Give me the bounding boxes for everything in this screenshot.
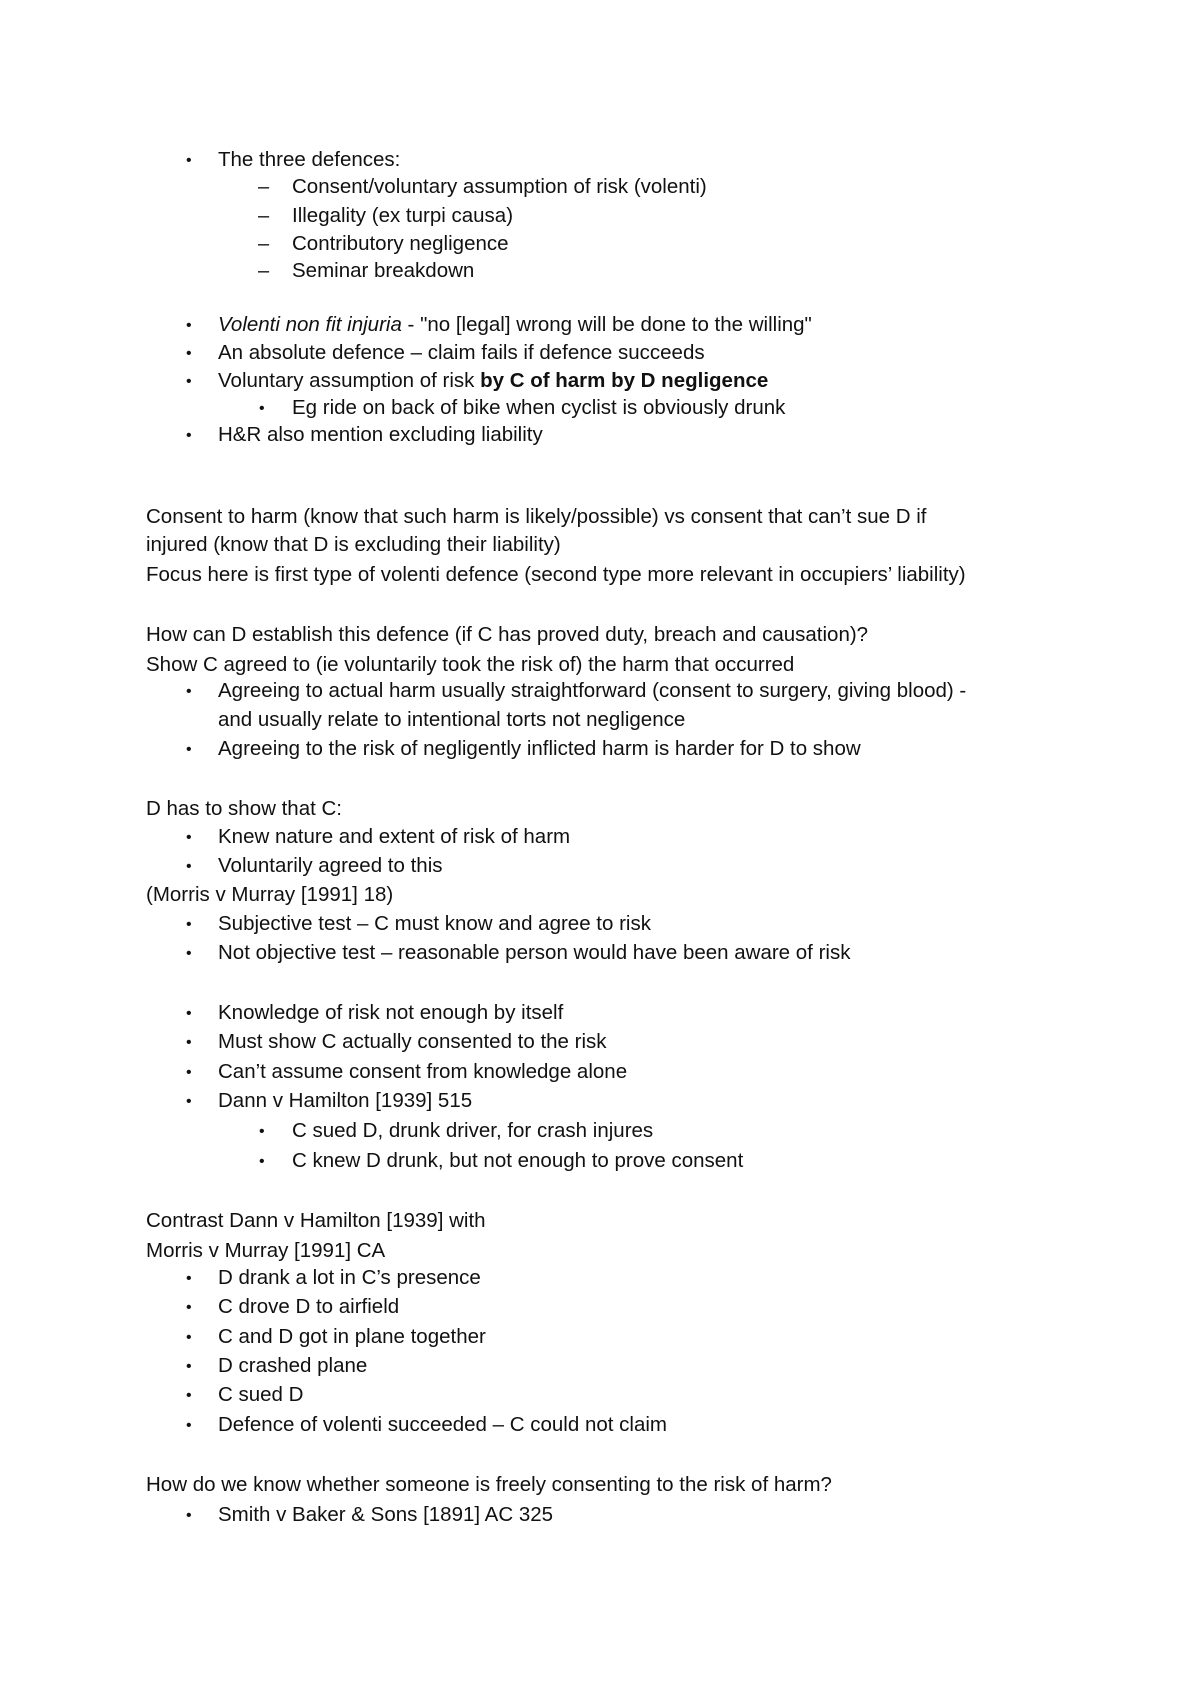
text-line: C and D got in plane together [218,1325,486,1348]
dash-icon: – [258,205,270,227]
text-line: (Morris v Murray [1991] 18) [146,883,394,906]
text-line: Eg ride on back of bike when cyclist is obviously drunk [292,396,786,419]
text-line: Knew nature and extent of risk of harm [218,825,571,848]
text-line: An absolute defence – claim fails if defence succeeds [218,341,705,364]
text-line: Not objective test – reasonable person would have been aware of risk [218,941,851,964]
bullet-icon: • [259,1123,265,1140]
bullet-icon: • [186,1034,192,1051]
bold-text: by C of harm by D negligence [480,369,769,392]
bullet-icon: • [186,152,192,169]
text-line: Focus here is first type of volenti defence (second type more relevant in occupiers’ liability) [146,563,966,586]
text-line: Agreeing to the risk of negligently inflicted harm is harder for D to show [218,737,861,760]
text-line: C drove D to airfield [218,1295,400,1318]
text-line: How do we know whether someone is freely consenting to the risk of harm? [146,1473,832,1496]
text-line: Can’t assume consent from knowledge alone [218,1060,628,1083]
text-line [218,312,812,338]
bullet-icon: • [186,1299,192,1316]
text-line: Voluntarily agreed to this [218,854,443,877]
bullet-icon: • [186,427,192,444]
bullet-icon: • [186,829,192,846]
dash-icon: – [258,260,270,282]
text-line: Smith v Baker & Sons [1891] AC 325 [218,1503,554,1526]
bullet-icon: • [259,1153,265,1170]
plain-text: Voluntary assumption of risk [218,369,481,392]
text-line [218,368,768,394]
text-line: Consent/voluntary assumption of risk (volenti) [292,175,707,198]
text-line: D has to show that C: [146,797,342,820]
text-line: H&R also mention excluding liability [218,423,543,446]
text-line: Subjective test – C must know and agree to risk [218,912,651,935]
bullet-icon: • [186,1005,192,1022]
bullet-icon: • [186,1270,192,1287]
bullet-icon: • [186,1387,192,1404]
bullet-icon: • [186,741,192,758]
text-line: injured (know that D is excluding their liability) [146,533,561,556]
bullet-icon: • [186,683,192,700]
text-line: C sued D [218,1383,304,1406]
bullet-icon: • [186,345,192,362]
maxim-translation: - "no [legal] wrong will be done to the willing" [401,313,812,336]
text-line: Seminar breakdown [292,259,475,282]
text-line: D drank a lot in C’s presence [218,1266,481,1289]
bullet-icon: • [186,1507,192,1524]
text-line: C sued D, drunk driver, for crash injures [292,1119,654,1142]
text-line: Consent to harm (know that such harm is likely/possible) vs consent that can’t sue D if [146,505,927,528]
text-line: Knowledge of risk not enough by itself [218,1001,564,1024]
dash-icon: – [258,176,270,198]
text-line: C knew D drunk, but not enough to prove consent [292,1149,744,1172]
text-line: D crashed plane [218,1354,368,1377]
bullet-icon: • [186,858,192,875]
text-line: Must show C actually consented to the risk [218,1030,607,1053]
bullet-icon: • [186,1417,192,1434]
text-line: The three defences: [218,148,401,171]
bullet-icon: • [186,1064,192,1081]
text-line: Contrast Dann v Hamilton [1939] with [146,1209,486,1232]
text-line: Contributory negligence [292,232,509,255]
text-line: Show C agreed to (ie voluntarily took the risk of) the harm that occurred [146,653,795,676]
latin-maxim: Volenti non fit injuria [218,313,402,336]
text-line: Illegality (ex turpi causa) [292,204,514,227]
bullet-icon: • [186,1358,192,1375]
text-line: Dann v Hamilton [1939] 515 [218,1089,473,1112]
dash-icon: – [258,233,270,255]
text-line: Defence of volenti succeeded – C could not claim [218,1413,667,1436]
text-line: and usually relate to intentional torts not negligence [218,708,686,731]
text-line: How can D establish this defence (if C has proved duty, breach and causation)? [146,623,869,646]
bullet-icon: • [186,373,192,390]
bullet-icon: • [186,1329,192,1346]
bullet-icon: • [259,400,265,417]
bullet-icon: • [186,317,192,334]
bullet-icon: • [186,945,192,962]
text-line: Agreeing to actual harm usually straightforward (consent to surgery, giving blood) - [218,679,967,702]
bullet-icon: • [186,916,192,933]
text-line: Morris v Murray [1991] CA [146,1239,386,1262]
bullet-icon: • [186,1093,192,1110]
